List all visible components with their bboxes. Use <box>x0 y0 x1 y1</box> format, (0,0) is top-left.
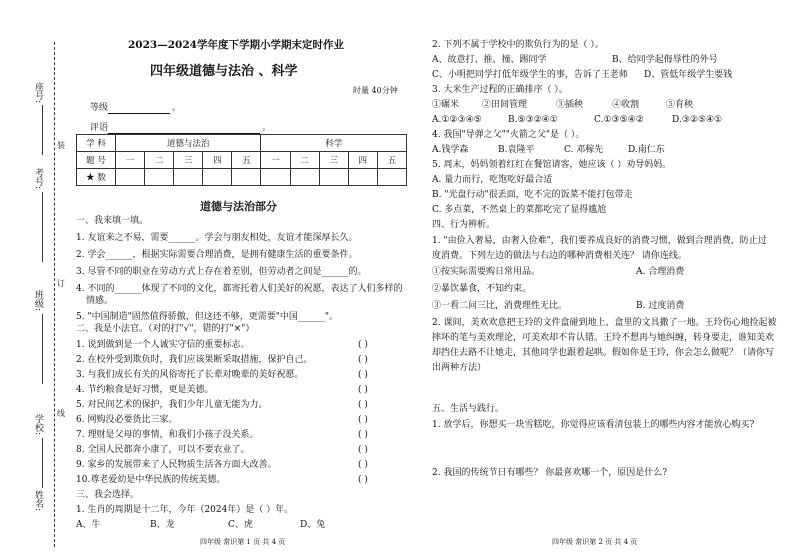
score-cell[interactable] <box>261 169 290 186</box>
q2-option-d: D、管低年级学生要钱 <box>644 70 733 80</box>
judge-item: 4. 节约粮食是好习惯，更是美德。 <box>76 385 214 395</box>
judge-item: 8. 全国人民都奔小康了，可以不要农业了。 <box>76 445 250 455</box>
grade-blank[interactable] <box>108 113 170 114</box>
class-label: 班级: <box>33 290 43 312</box>
school-label: 学校: <box>33 414 43 436</box>
comment-label: 评语 <box>90 123 109 133</box>
judge-item: 2. 在校外受到欺负时，我们应该果断采取措施，保护自己。 <box>76 355 313 365</box>
answer-paren[interactable]: ( ) <box>358 385 368 395</box>
answer-paren[interactable]: ( ) <box>358 340 368 350</box>
s1-item-2: 2. 学会______，根据实际需要合理消费，是拥有健康生活的重要条件。 <box>76 250 358 260</box>
exam-no-label: 座号: <box>33 82 43 104</box>
s4-p2-line: 摔坏的笔与美欢理论，可美欢却不肯认错。王玲不想再与她纠缠，转身要走，谁知美欢 <box>432 333 775 343</box>
question-number: 三 <box>319 152 348 169</box>
question-number: 五 <box>377 152 406 169</box>
score-cell[interactable] <box>232 169 261 186</box>
subject-1: 道德与法治 <box>116 135 261 152</box>
score-cell[interactable] <box>319 169 348 186</box>
page-footer-right: 四年级 常识第 2 页 共 4 页 <box>552 538 638 546</box>
q2-option-a: A、故意打、推、撞、踢同学 <box>432 55 547 65</box>
q3-stem: 3. 大米生产过程的正确排序（ ）。 <box>432 85 568 95</box>
binding-dashed-line <box>54 42 55 547</box>
score-table-row <box>77 152 407 169</box>
judge-item: 5. 对民间艺术的保护，我们少年儿童无能为力。 <box>76 400 268 410</box>
section-title: 道德与法治部分 <box>200 200 277 213</box>
answer-paren[interactable]: ( ) <box>358 355 368 365</box>
cut-mark-1: 装 <box>57 141 65 150</box>
time-limit: 时量 40分钟 <box>353 86 398 95</box>
s5-q1: 1. 放学后，你想买一块雪糕吃，你觉得应该看清包装上的哪些内容才能放心购买? <box>432 420 755 430</box>
q4-option-a: A.钱学森 <box>432 145 469 155</box>
s1-item-4: 4. 不同的______体现了不同的文化，都寄托着人们美好的祝愿，表达了人们多样的 <box>76 284 403 294</box>
q2-stem: 2. 下列不属于学校中的欺负行为的是（ ）。 <box>432 40 604 50</box>
exam-title: 2023—2024学年度下学期小学期末定时作业 <box>128 39 344 51</box>
s4-p2-line: 却挡住去路不让她走，其他同学也跟着起哄。假如你是王玲，你会怎么做呢？（请你写 <box>432 348 775 358</box>
q2-option-c: C、小明把同学打低年级学生的事，告诉了王老师 <box>432 70 628 80</box>
s4-left-item: ①按实际需要购日常用品。 <box>432 267 541 277</box>
q5-option-a: A. 量力而行，吃饱吃好最合适 <box>432 175 553 185</box>
q4-option-b: B.袁隆平 <box>498 145 535 155</box>
exam-no-line <box>42 105 43 155</box>
option-a: A、牛 <box>76 520 101 530</box>
q5-option-c: C. 多点菜，不然桌上的菜都吃完了显得尴尬 <box>432 205 607 215</box>
answer-paren[interactable]: ( ) <box>358 370 368 380</box>
comment-period: 。 <box>262 123 272 133</box>
judge-item: 9. 家乡的发展带来了人民物质生活各方面大改善。 <box>76 460 277 470</box>
subject-label: 学 科 <box>77 135 116 152</box>
s4-right-item: B. 过度消费 <box>636 301 685 311</box>
q3-step-3: ③插秧 <box>556 100 584 110</box>
q2-option-b: B、给同学起侮辱性的外号 <box>612 55 718 65</box>
score-cell[interactable] <box>116 169 145 186</box>
s2-title: 二、我是小法官。（对的打"√"，错的打"×"） <box>76 324 255 334</box>
q3-step-1: ①碾米 <box>432 100 460 110</box>
school-line <box>42 438 43 488</box>
q3-step-2: ②田间管理 <box>482 100 528 110</box>
score-cell[interactable] <box>348 169 377 186</box>
answer-paren[interactable]: ( ) <box>358 430 368 440</box>
score-table-row <box>77 169 407 186</box>
question-number: 五 <box>232 152 261 169</box>
grade-period: 。 <box>172 103 182 113</box>
q3-option-b: B.⑤③②④① <box>508 115 558 125</box>
s4-right-item: A. 合理消费 <box>636 267 685 277</box>
q3-step-4: ④收割 <box>612 100 640 110</box>
score-cell[interactable] <box>290 169 319 186</box>
name-label: 姓名: <box>33 490 43 512</box>
judge-item: 10.尊老爱幼是中华民族的传统美德。 <box>76 475 226 485</box>
answer-paren[interactable]: ( ) <box>358 445 368 455</box>
score-cell[interactable] <box>203 169 232 186</box>
option-d: D、兔 <box>300 520 326 530</box>
score-table <box>76 134 407 186</box>
class-line <box>42 314 43 384</box>
s1-title: 一、我来填一填。 <box>76 216 149 226</box>
s5-q2: 2. 我国的传统节日有哪些？ 你最喜欢哪一个，原因是什么? <box>432 468 668 478</box>
s1-item-5: 5. "中国制造"固然值得骄傲，但这还不够，更需要"中国______"。 <box>76 312 339 322</box>
score-cell[interactable] <box>174 169 203 186</box>
grade-label: 等级 <box>90 103 109 113</box>
page-footer-left: 四年级 常识第 1 页 共 4 页 <box>200 538 286 546</box>
cut-mark-3: 线 <box>57 409 65 418</box>
q5-option-b: B. "光盘行动"很丢面，吃不完的饭菜不能打包带走 <box>432 190 633 200</box>
question-number: 三 <box>174 152 203 169</box>
id-no-line <box>42 192 43 262</box>
s1-item-1: 1. 友谊来之不易，需要______。学会与朋友相处，友谊才能深厚长久。 <box>76 233 358 243</box>
question-number: 四 <box>203 152 232 169</box>
s4-left-item: ③一看二问三比，消费理性无比。 <box>432 301 568 311</box>
q4-option-c: C. 邓稼先 <box>564 145 604 155</box>
judge-item: 1. 说到做到是一个人诚实守信的重要标志。 <box>76 340 250 350</box>
question-number: 四 <box>348 152 377 169</box>
s4-left-item: ②暴饮暴食，不知约束。 <box>432 284 532 294</box>
question-number: 二 <box>290 152 319 169</box>
answer-paren[interactable]: ( ) <box>358 460 368 470</box>
answer-paren[interactable]: ( ) <box>358 475 368 485</box>
q3-option-d: D.③②⑤④① <box>672 115 723 125</box>
s4-p2-line: 出两种方法） <box>432 363 487 373</box>
q4-stem: 4. 我国"导弹之父""火箭之父"是（ ）。 <box>432 130 585 140</box>
s4-p1-line: 度消费。下列左边的做法与右边的哪种消费相关连？ 请你连线。 <box>432 251 687 261</box>
cut-mark-2: 订 <box>57 279 65 288</box>
question-label: 题 号 <box>77 152 116 169</box>
score-cell[interactable] <box>145 169 174 186</box>
option-b: B、龙 <box>150 520 175 530</box>
option-c: C、虎 <box>228 520 253 530</box>
q3-step-5: ⑤育秧 <box>666 100 694 110</box>
q3-option-c: C.①③⑤④② <box>594 115 644 125</box>
star-label: ★ 数 <box>77 169 116 186</box>
score-table-row <box>77 135 407 152</box>
judge-item: 3. 与我们成长有关的风俗寄托了长辈对晚辈的美好祝愿。 <box>76 370 304 380</box>
s4-title: 四、行为辨析。 <box>432 220 496 230</box>
answer-paren[interactable]: ( ) <box>358 400 368 410</box>
s5-title: 五、生活与践行。 <box>432 404 505 414</box>
s4-p2-line: 2. 课间，美欢欢意把王玲的文件盒碰到地上，盒里的文具撒了一地。王玲伤心地捡起被 <box>432 318 777 328</box>
subject-2: 科学 <box>261 135 407 152</box>
judge-item: 7. 理财是父母的事情，和我们小孩子没关系。 <box>76 430 259 440</box>
s4-p1-line: 1. "由俭入奢易，由奢入俭难"，我们要养成良好的消费习惯，做到合理消费，防止过 <box>432 236 767 246</box>
s3-title: 三、我会选择。 <box>76 490 140 500</box>
s1-item-4-cont: 情感。 <box>86 296 114 306</box>
q5-stem: 5. 周末，妈妈领着红红在餐馆请客，她应该（ ）劝导妈妈。 <box>432 160 672 170</box>
s3-q1: 1. 生肖的周期是十二年，今年（2024年）是（ ）年。 <box>76 505 294 515</box>
subject-title: 四年级道德与法治 、科学 <box>150 64 298 79</box>
question-number: 一 <box>116 152 145 169</box>
question-number: 一 <box>261 152 290 169</box>
s1-item-3: 3. 尽管不同的职业在劳动方式上存在着差别，但劳动者之间是______的。 <box>76 267 367 277</box>
q3-option-a: A.①②③④⑤ <box>432 115 482 125</box>
question-number: 二 <box>145 152 174 169</box>
answer-paren[interactable]: ( ) <box>358 415 368 425</box>
q4-option-d: D.南仁东 <box>628 145 665 155</box>
judge-item: 6. 网购没必要货比三家。 <box>76 415 178 425</box>
score-cell[interactable] <box>377 169 406 186</box>
id-no-label: 考号: <box>33 168 43 190</box>
